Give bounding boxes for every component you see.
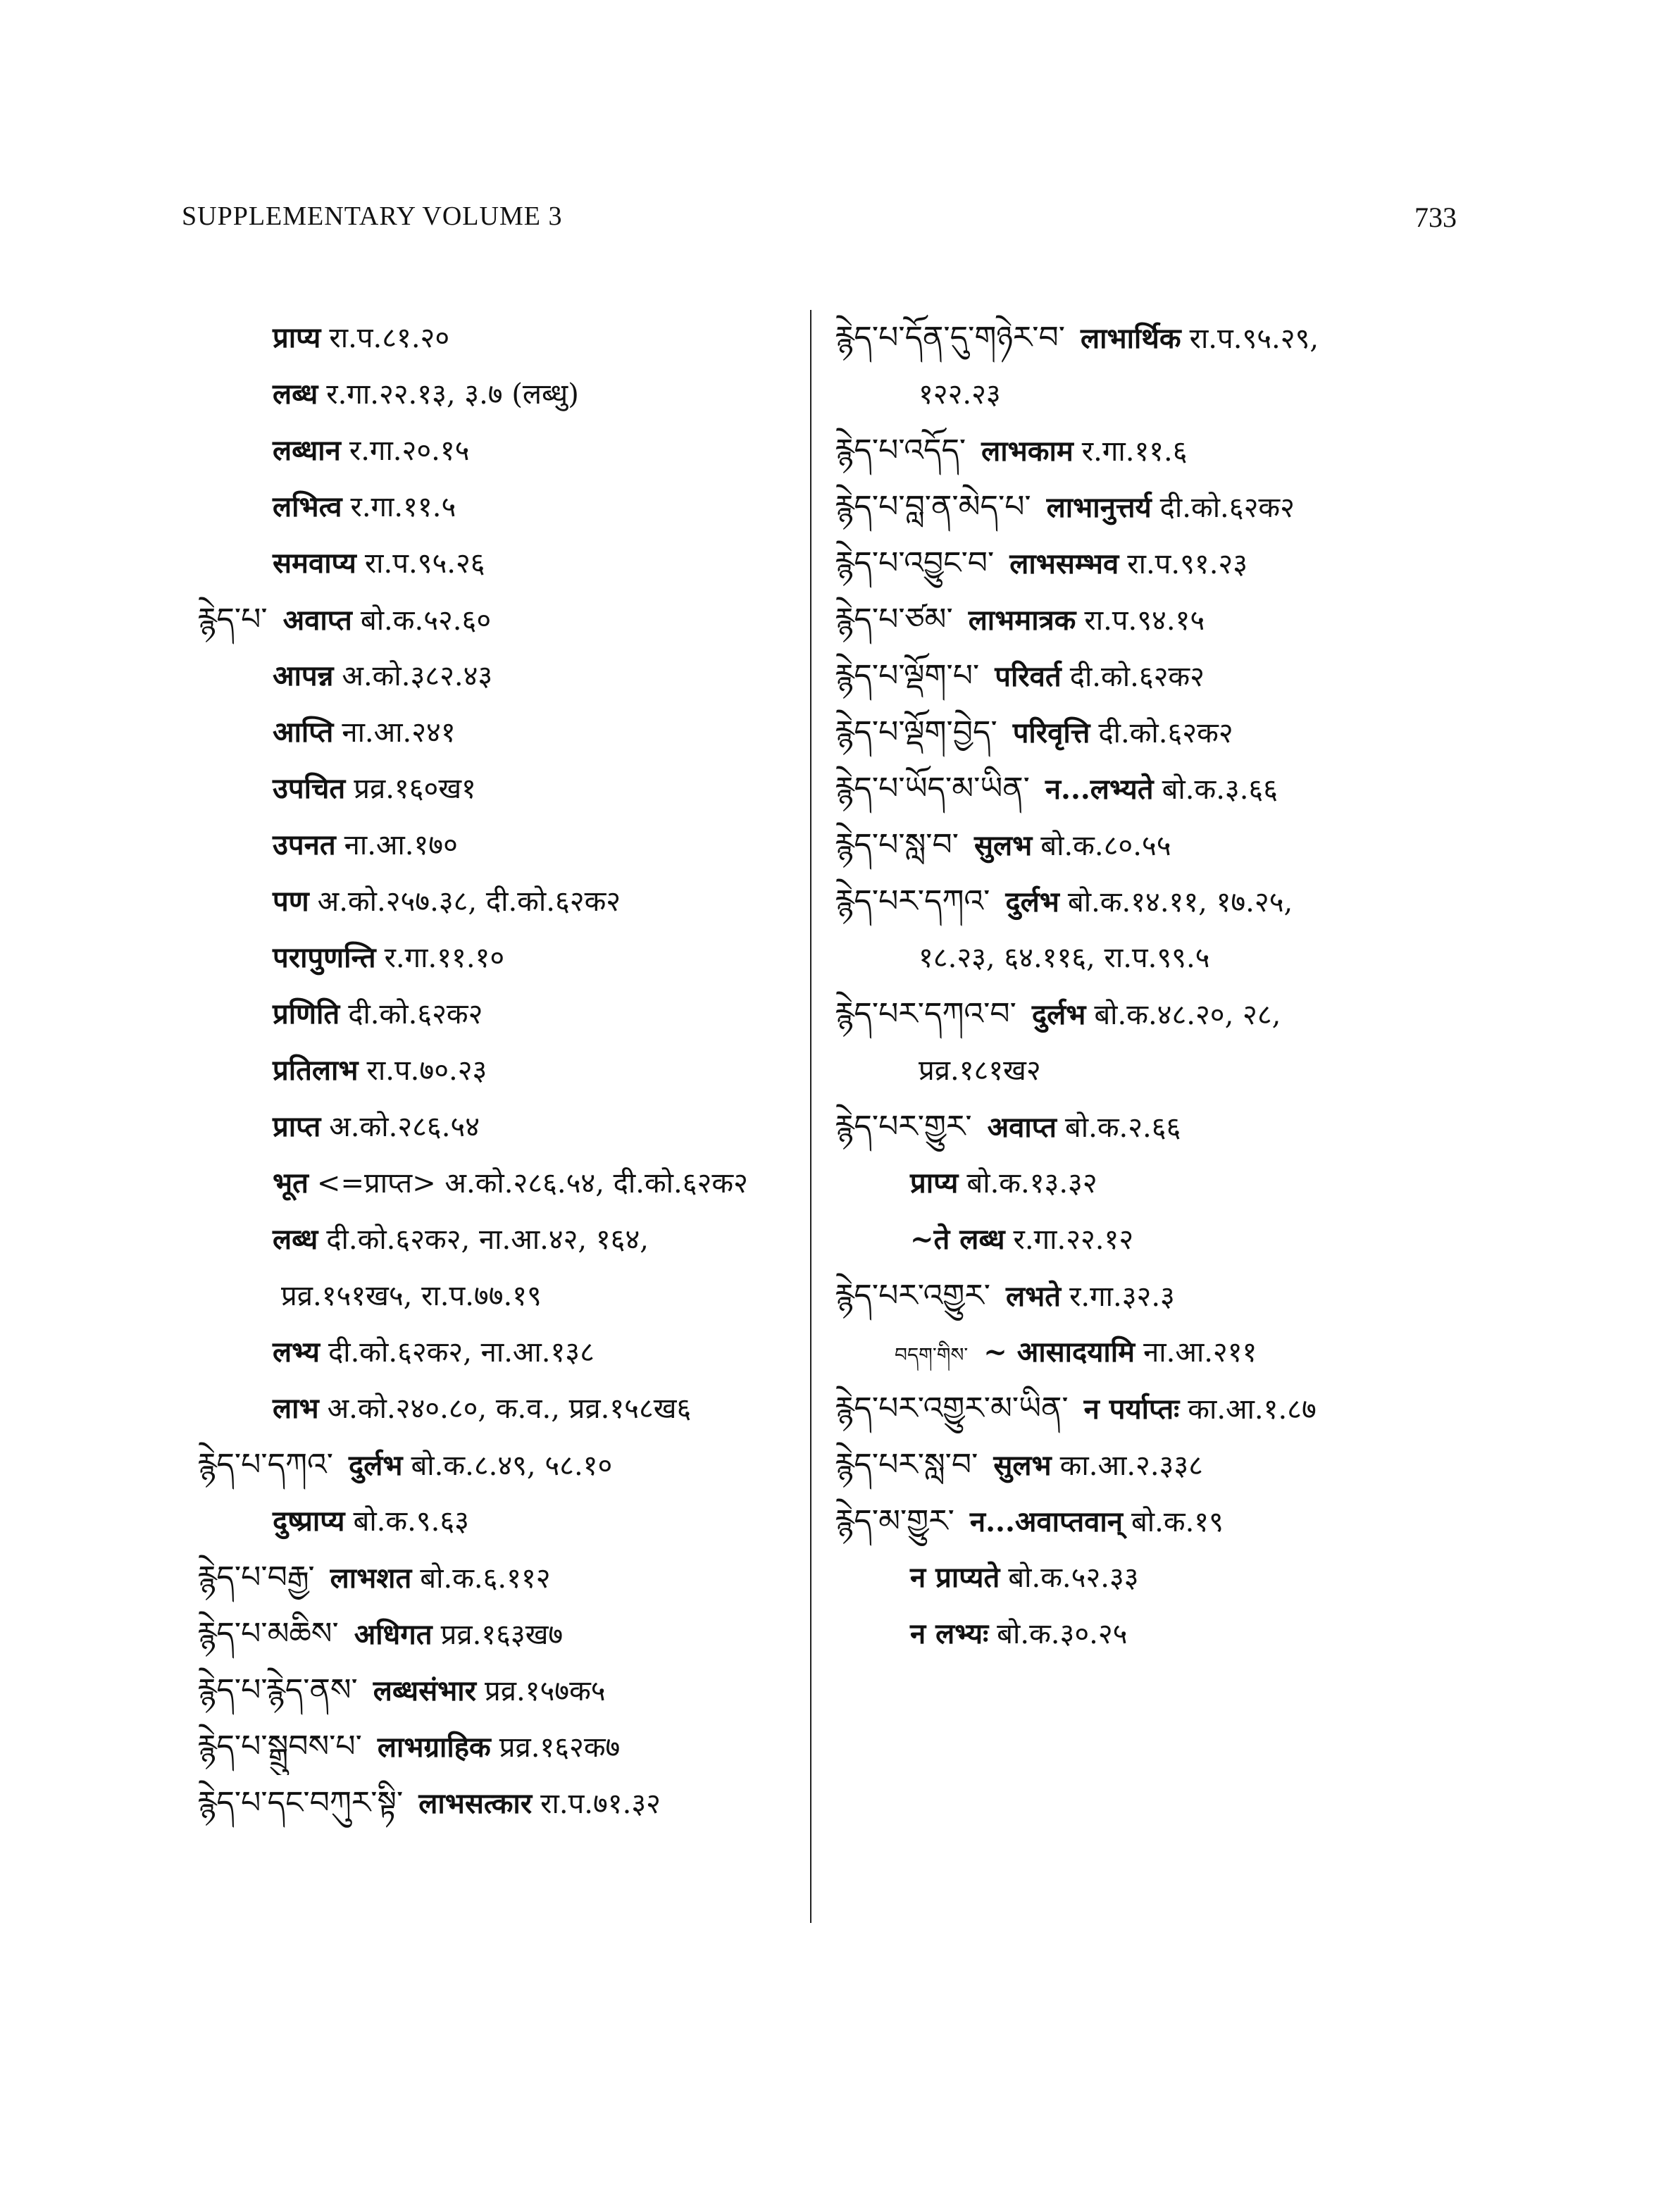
dictionary-subentry-line — [197, 479, 803, 535]
source-reference: बो.क.१४.११, १७.२५, — [1067, 886, 1293, 919]
source-reference: दी.को.६२क२ — [348, 998, 483, 1031]
sanskrit-term: न पर्याप्तः — [1083, 1393, 1180, 1426]
sanskrit-term: न लभ्यः — [910, 1617, 989, 1650]
dictionary-subentry-line — [197, 535, 803, 592]
tibetan-headword: རྙེད་པ་འབྱུང་བ་ — [835, 545, 995, 581]
tibetan-headword: རྙེད་པར་གྱུར་ — [835, 1109, 972, 1145]
source-reference: प्रव्र.१५१ख५, रा.प.७७.१९ — [281, 1280, 542, 1312]
dictionary-headword-line — [835, 986, 1469, 1042]
source-reference: रा.प.९१.२३ — [1127, 548, 1248, 580]
dictionary-subentry-line — [835, 366, 1469, 423]
sanskrit-term: अधिगत — [354, 1618, 433, 1651]
sanskrit-term: दुष्प्राप्य — [273, 1505, 345, 1538]
sanskrit-term: न प्राप्यते — [910, 1561, 1000, 1594]
source-reference: र.गा.११.६ — [1081, 435, 1188, 468]
source-reference: र.गा.११.१० — [384, 942, 505, 974]
source-reference: का.आ.२.३३८ — [1059, 1450, 1203, 1482]
source-reference: र.गा.२०.१५ — [349, 435, 470, 467]
dictionary-headword-line — [197, 1550, 803, 1606]
source-reference: र.गा.२२.१२ — [1013, 1224, 1134, 1256]
source-reference: बो.क.४८.२०, २८, — [1094, 999, 1281, 1031]
tibetan-headword: རྙེད་པ་བླ་ན་མེད་པ་ — [835, 489, 1031, 525]
source-reference: १८.२३, ६४.११६, रा.प.९९.५ — [919, 942, 1210, 974]
dictionary-headword-line — [197, 1606, 803, 1662]
sanskrit-term: लब्धान — [273, 434, 341, 467]
source-reference: रा.प.९४.१५ — [1084, 604, 1205, 637]
dictionary-headword-line — [835, 817, 1469, 873]
sanskrit-term: उपचित — [273, 772, 346, 805]
dictionary-headword-line — [197, 1662, 803, 1719]
right-column — [835, 310, 1469, 1662]
source-reference: बो.क.५२.६० — [360, 604, 492, 637]
tibetan-headword: རྙེད་པར་འགྱུར་ — [835, 1278, 991, 1314]
tibetan-headword: རྙེད་པར་དཀའ་བ་ — [835, 996, 1016, 1032]
dictionary-subentry-line — [835, 1550, 1469, 1606]
dictionary-headword-line — [835, 310, 1469, 366]
sanskrit-term: प्रतिलाभ — [273, 1054, 359, 1087]
running-title: SUPPLEMENTARY VOLUME 3 — [182, 201, 563, 231]
sanskrit-term: परापुणन्ति — [273, 941, 376, 974]
dictionary-headword-line — [197, 1719, 803, 1775]
dictionary-headword-line — [835, 761, 1469, 817]
source-reference: बो.क.३.६६ — [1162, 773, 1278, 806]
dictionary-headword-line — [835, 592, 1469, 648]
dictionary-subentry-line — [835, 1212, 1469, 1268]
dictionary-headword-line — [835, 535, 1469, 592]
tibetan-headword: རྙེད་པ་རྙེད་ནས་ — [197, 1672, 358, 1708]
tibetan-headword: རྙེད་པར་དཀའ་ — [835, 883, 990, 919]
source-reference: अ.को.२८६.५४ — [329, 1111, 480, 1143]
tibetan-headword: རྙེད་པ་སྒྲུབས་པ་ — [197, 1729, 362, 1764]
page-number: 733 — [1414, 201, 1457, 233]
sanskrit-term: न...अवाप्तवान् — [969, 1505, 1123, 1538]
tibetan-headword: རྙེད་པ་ལྡོག་པ་ — [835, 658, 980, 694]
sanskrit-term: आपन्न — [273, 659, 334, 692]
sanskrit-term: ~ते लब्ध — [910, 1223, 1005, 1256]
tibetan-headword: རྙེད་པ་དོན་དུ་གཉེར་བ་ — [835, 320, 1065, 356]
source-reference: बो.क.६.११२ — [420, 1562, 551, 1595]
sanskrit-term: प्राप्त — [273, 1110, 321, 1143]
source-reference: अ.को.३८२.४३ — [342, 660, 493, 692]
sanskrit-term: लभित्व — [273, 490, 342, 523]
dictionary-headword-line — [197, 592, 803, 648]
sanskrit-term: लाभमात्रक — [968, 604, 1076, 637]
column-divider — [810, 310, 811, 1923]
dictionary-subentry-line — [197, 648, 803, 704]
source-reference: रा.प.७०.२३ — [366, 1054, 487, 1087]
source-reference: ना.आ.२११ — [1143, 1336, 1257, 1369]
dictionary-subentry-line — [835, 930, 1469, 986]
sanskrit-term: उपनत — [273, 828, 336, 861]
source-reference: प्रव्र.१६०ख१ — [354, 773, 476, 805]
source-reference: बो.क.८.४९, ५८.१० — [411, 1450, 613, 1482]
source-reference: दी.को.६२क२, ना.आ.४२, १६४, — [326, 1224, 649, 1256]
source-reference: बो.क.१३.३२ — [966, 1167, 1097, 1200]
source-reference: बो.क.५२.३३ — [1008, 1562, 1139, 1594]
source-reference: र.गा.२२.१३, ३.७ (लब्धु) — [326, 378, 579, 411]
dictionary-subentry-line — [835, 1324, 1469, 1381]
sanskrit-term: लब्ध — [273, 1223, 318, 1256]
source-reference: रा.प.९५.२६ — [364, 547, 485, 580]
dictionary-subentry-line — [197, 930, 803, 986]
dictionary-subentry-line — [197, 310, 803, 366]
tibetan-headword: རྙེད་པ་བརྒྱ་ — [197, 1559, 315, 1595]
dictionary-subentry-line — [197, 366, 803, 423]
dictionary-headword-line — [835, 1099, 1469, 1155]
sanskrit-term: लभते — [1006, 1280, 1062, 1313]
dictionary-headword-line — [835, 423, 1469, 479]
tibetan-headword: རྙེད་པ་སླ་བ་ — [835, 827, 959, 863]
sanskrit-term: लाभशत — [330, 1562, 412, 1595]
dictionary-subentry-line — [197, 873, 803, 930]
dictionary-headword-line — [835, 1493, 1469, 1550]
sanskrit-term: लब्ध — [273, 378, 318, 411]
dictionary-subentry-line — [835, 1042, 1469, 1099]
sanskrit-term: दुर्लभ — [348, 1449, 403, 1482]
source-reference: दी.को.६२क२ — [1069, 661, 1205, 693]
dictionary-headword-line — [835, 1381, 1469, 1437]
source-reference: प्रव्र.१६३ख७ — [440, 1619, 564, 1651]
source-reference: बो.क.२.६६ — [1064, 1112, 1181, 1144]
dictionary-headword-line — [835, 704, 1469, 761]
dictionary-headword-line — [197, 1775, 803, 1831]
source-reference: अ.को.२४०.८०, क.व., प्रव्र.१५८ख६ — [327, 1393, 692, 1425]
sanskrit-term: लाभार्थिक — [1080, 322, 1181, 355]
source-reference: का.आ.१.८७ — [1188, 1393, 1317, 1426]
source-reference: १२२.२३ — [919, 378, 1001, 411]
sanskrit-term: लाभानुत्तर्य — [1046, 491, 1152, 524]
dictionary-subentry-line — [197, 1212, 803, 1268]
sanskrit-term: दुर्लभ — [1031, 998, 1086, 1031]
source-reference: अ.को.२५७.३८, दी.को.६२क२ — [317, 885, 621, 918]
dictionary-subentry-line — [835, 1155, 1469, 1212]
sanskrit-term: लाभसम्भव — [1009, 547, 1119, 580]
tibetan-headword: རྙེད་པར་འགྱུར་མ་ཡིན་ — [835, 1390, 1069, 1426]
source-reference: प्रव्र.१६२क७ — [499, 1731, 621, 1764]
tibetan-headword: རྙེད་པ་དཀའ་ — [197, 1447, 333, 1483]
sanskrit-term: प्राप्य — [910, 1166, 959, 1200]
source-reference: ना.आ.२४१ — [342, 716, 456, 749]
sanskrit-term: लभ्य — [273, 1336, 320, 1369]
tibetan-headword: རྙེད་པ་འདོད་ — [835, 432, 966, 468]
source-reference: दी.को.६२क२ — [1098, 717, 1233, 749]
source-reference: र.गा.११.५ — [350, 491, 456, 523]
source-reference: दी.को.६२क२, ना.आ.१३८ — [328, 1336, 595, 1369]
tibetan-headword: རྙེད་པ་མཆིས་ — [197, 1616, 339, 1652]
dictionary-subentry-line — [197, 1324, 803, 1381]
sanskrit-term: सुलभ — [993, 1449, 1052, 1482]
tibetan-headword: རྙེད་པར་སླ་བ་ — [835, 1447, 978, 1483]
source-reference: बो.क.९.६३ — [353, 1505, 469, 1538]
sanskrit-term: पण — [273, 885, 309, 918]
sanskrit-term: परिवर्त — [995, 660, 1062, 693]
tibetan-headword: རྙེད་པ་དང་བཀུར་སྟི་ — [197, 1785, 404, 1821]
tibetan-headword: རྙེད་པ་ཡོད་མ་ཡིན་ — [835, 771, 1030, 807]
sanskrit-term: अवाप्त — [987, 1111, 1057, 1144]
source-reference: प्रव्र.१८१ख२ — [919, 1054, 1041, 1087]
sanskrit-term: भूत — [273, 1166, 309, 1200]
dictionary-headword-line — [835, 1437, 1469, 1493]
dictionary-headword-line — [835, 648, 1469, 704]
tibetan-headword: རྙེད་པ་ཙམ་ — [835, 602, 953, 637]
dictionary-headword-line — [197, 1437, 803, 1493]
source-reference: बो.क.८०.५५ — [1040, 830, 1171, 862]
dictionary-subentry-line — [197, 761, 803, 817]
dictionary-subentry-line — [197, 704, 803, 761]
dictionary-headword-line — [835, 479, 1469, 535]
source-reference: प्रव्र.१५७क५ — [484, 1675, 606, 1707]
source-reference: रा.प.७१.३२ — [540, 1788, 661, 1820]
dictionary-headword-line — [835, 873, 1469, 930]
source-reference: रा.प.९५.२९, — [1189, 323, 1319, 355]
dictionary-subentry-line — [197, 1042, 803, 1099]
source-reference: र.गा.३२.३ — [1069, 1281, 1175, 1313]
sanskrit-term: प्रणिति — [273, 997, 340, 1031]
sanskrit-term: लाभ — [273, 1392, 319, 1425]
dictionary-subentry-line — [197, 1381, 803, 1437]
tibetan-headword: རྙེད་པ་ལྡོག་བྱེད་ — [835, 714, 997, 750]
dictionary-subentry-line — [197, 1493, 803, 1550]
sanskrit-term: लाभसत्कार — [418, 1787, 533, 1820]
dictionary-headword-line — [835, 1268, 1469, 1324]
source-reference: <=प्राप्त> अ.को.२८६.५४, दी.को.६२क२ — [316, 1167, 748, 1200]
dictionary-subentry-line — [197, 1268, 803, 1324]
sanskrit-term: सुलभ — [973, 829, 1033, 862]
source-reference: दी.को.६२क२ — [1159, 492, 1295, 524]
tibetan-headword: རྙེད་མ་གྱུར་ — [835, 1503, 954, 1539]
dictionary-subentry-line — [197, 986, 803, 1042]
left-column — [197, 310, 803, 1831]
source-reference: बो.क.३०.२५ — [997, 1618, 1128, 1650]
sanskrit-term: लब्धसंभार — [373, 1674, 476, 1707]
source-reference: रा.प.८१.२० — [329, 322, 450, 354]
source-reference: बो.क.१९ — [1131, 1506, 1224, 1538]
sanskrit-term: दुर्लभ — [1005, 885, 1059, 919]
dictionary-subentry-line — [197, 423, 803, 479]
page-header — [182, 201, 1457, 243]
tibetan-headword: རྙེད་པ་ — [197, 602, 268, 637]
sanskrit-term: प्राप्य — [273, 321, 321, 354]
tibetan-headword: བདག་གིས་ — [895, 1343, 969, 1366]
dictionary-subentry-line — [835, 1606, 1469, 1662]
sanskrit-term: लाभग्राहिक — [377, 1731, 491, 1764]
sanskrit-term: अवाप्त — [282, 604, 352, 637]
dictionary-subentry-line — [197, 1155, 803, 1212]
source-reference: ना.आ.१७० — [344, 829, 458, 861]
dictionary-subentry-line — [197, 817, 803, 873]
sanskrit-term: समवाप्य — [273, 547, 356, 580]
dictionary-subentry-line — [197, 1099, 803, 1155]
sanskrit-term: परिवृत्ति — [1012, 716, 1090, 749]
sanskrit-term: ~ आसादयामि — [983, 1336, 1135, 1369]
sanskrit-term: लाभकाम — [981, 435, 1074, 468]
sanskrit-term: न...लभ्यते — [1045, 773, 1154, 806]
sanskrit-term: आप्ति — [273, 716, 334, 749]
